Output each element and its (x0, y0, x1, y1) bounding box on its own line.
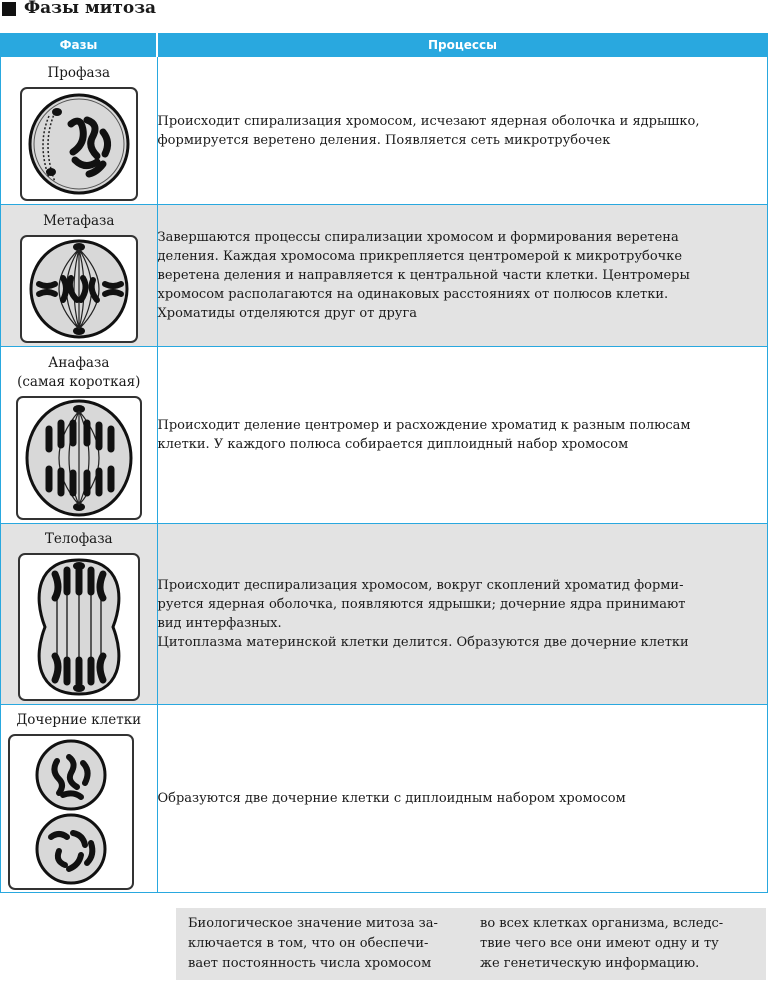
phase-cell-metaphase (1, 205, 158, 347)
process-cell-daughter-cells (157, 705, 768, 893)
header-phases: Фазы (1, 34, 158, 57)
process-line: Цитоплазма материнской клетки делится. Образуются две дочерние клетки (157, 635, 689, 650)
metaphase-cell-icon (19, 234, 139, 344)
process-line: веретена деления и направляется к центральной части клетки. Центромеры (157, 268, 690, 283)
phase-cell-telophase (1, 524, 158, 705)
table-row-metaphase (1, 205, 768, 347)
process-line: Происходит деление центромер и расхождение хроматид к разным полюсам (157, 418, 691, 433)
phase-name-daughter-cells: Дочерние клетки (16, 711, 142, 728)
phase-name-telophase: Телофаза (44, 531, 113, 547)
phase-name-anaphase: Анафаза (48, 354, 110, 371)
telophase-cell-icon (17, 552, 141, 702)
process-line: деления. Каждая хромосома прикрепляется центромерой к микротрубочке (157, 249, 683, 264)
table-header-row (1, 34, 768, 57)
heading-square-icon (2, 2, 16, 16)
process-line: Происходит деспирализация хромосом, вокруг скоплений хроматид форми- (157, 578, 684, 593)
page-title: Фазы митоза (24, 0, 157, 18)
anaphase-cell-icon (15, 395, 143, 521)
summary-line: твие чего все они имеют одну и ту (480, 936, 719, 951)
table-row-daughter-cells (1, 705, 768, 893)
summary-left-column (188, 914, 438, 974)
summary-line: ключается в том, что он обеспечи- (188, 936, 429, 951)
phase-cell-prophase (1, 57, 158, 205)
process-line: Происходит спирализация хромосом, исчезают ядерная оболочка и ядрышко, (157, 113, 700, 129)
summary-line: во всех клетках организма, вследс- (480, 916, 724, 931)
process-line: Хроматиды отделяются друг от друга (157, 306, 418, 321)
summary-line: вает постоянность числа хромосом (188, 956, 432, 971)
process-line: Образуются две дочерние клетки с диплоидным набором хромосом (157, 791, 626, 806)
process-line: хромосом располагаются на одинаковых расстояниях от полюсов клетки. (157, 287, 669, 302)
process-line: руется ядерная оболочка, появляются ядрышки; дочерние ядра принимают (157, 597, 686, 612)
phase-cell-daughter-cells (1, 705, 158, 893)
process-line: вид интерфазных. (157, 616, 282, 631)
phase-note-anaphase: (самая короткая) (17, 373, 141, 390)
prophase-cell-icon (19, 86, 139, 202)
mitosis-phases-table (0, 33, 768, 893)
process-line: Завершаются процессы спирализации хромосом и формирования веретена (157, 230, 679, 245)
page-heading-bar (0, 0, 768, 26)
table-row-telophase (1, 524, 768, 705)
process-cell-telophase (157, 524, 768, 705)
phase-name-prophase: Профаза (47, 64, 111, 81)
phase-name-metaphase: Метафаза (43, 212, 115, 229)
process-line: клетки. У каждого полюса собирается диплоидный набор хромосом (157, 437, 629, 452)
process-cell-metaphase (157, 205, 768, 347)
process-cell-prophase (157, 57, 768, 205)
summary-right-column (480, 914, 723, 974)
summary-line: же генетическую информацию. (480, 956, 700, 971)
table-row-prophase (1, 57, 768, 205)
phase-cell-anaphase (1, 347, 158, 524)
process-cell-anaphase (157, 347, 768, 524)
process-line: формируется веретено деления. Появляется сеть микротрубочек (157, 132, 611, 148)
table-row-anaphase (1, 347, 768, 524)
summary-box (176, 908, 766, 980)
summary-line: Биологическое значение митоза за- (188, 916, 438, 931)
daughter-cells-icon (7, 733, 135, 891)
header-processes: Процессы (157, 34, 768, 57)
